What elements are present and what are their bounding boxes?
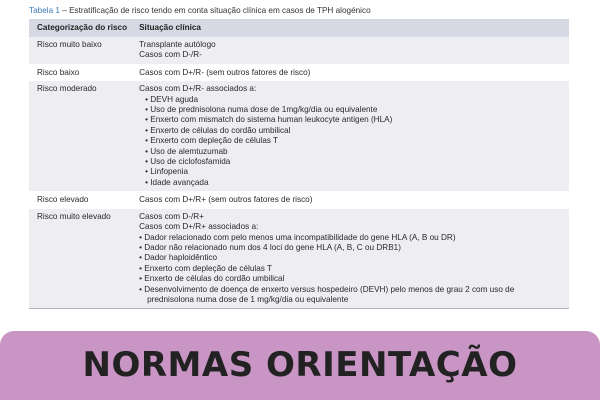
- situation-line: Casos com D+/R- associados a:: [139, 84, 257, 94]
- clinical-situation: [131, 37, 569, 64]
- table-row-moderate: [29, 81, 569, 192]
- caption-text: – Estratificação de risco tendo em conta situação clínica em casos de TPH alogénico: [59, 6, 371, 15]
- table-row-high: [29, 192, 569, 209]
- list-item: • Enxerto com mismatch do sistema human leukocyte antigen (HLA): [139, 115, 565, 125]
- list-item: • Enxerto de células do cordão umbilical: [139, 274, 565, 284]
- footer-banner: [0, 331, 600, 400]
- column-header-clinical-situation: Situação clínica: [131, 19, 569, 37]
- table-row-very-low: [29, 37, 569, 64]
- table-caption: [29, 6, 371, 15]
- list-item: • Uso de alemtuzumab: [139, 147, 565, 157]
- list-item: • Enxerto com depleção de células T: [139, 136, 565, 146]
- list-item: • DEVH aguda: [139, 95, 565, 105]
- risk-category: Risco moderado: [29, 81, 131, 192]
- risk-category: Risco muito baixo: [29, 37, 131, 64]
- situation-line: Casos com D+/R+ associados a:: [139, 222, 259, 232]
- banner-title: NORMAS ORIENTAÇÃO: [82, 344, 518, 385]
- table-header-row: [29, 19, 569, 37]
- risk-category: Risco baixo: [29, 64, 131, 81]
- situation-line: Casos com D-/R+: [139, 211, 204, 221]
- column-header-category: Categorização do risco: [29, 19, 131, 37]
- situation-line: Casos com D+/R+ (sem outros fatores de risco): [139, 195, 313, 205]
- list-item: • Uso de prednisolona numa dose de 1mg/kg/dia ou equivalente: [139, 105, 565, 115]
- list-item: • Enxerto com depleção de células T: [139, 264, 565, 274]
- situation-line: Casos com D+/R- (sem outros fatores de risco): [139, 67, 311, 77]
- table-row-low: [29, 64, 569, 81]
- factor-list: [139, 95, 565, 189]
- list-item: • Dador relacionado com pelo menos uma incompatibilidade do gene HLA (A, B ou DR): [139, 233, 565, 243]
- risk-category: Risco elevado: [29, 192, 131, 209]
- factor-list: [139, 233, 565, 306]
- risk-stratification-table: [29, 19, 569, 309]
- list-item-continuation: prednisolona numa dose de 1 mg/kg/dia ou equivalente: [147, 294, 349, 304]
- situation-line: Casos com D-/R-: [139, 50, 202, 60]
- list-item: • Linfopenia: [139, 167, 565, 177]
- list-item: • Dador haploidêntico: [139, 253, 565, 263]
- risk-category: Risco muito elevado: [29, 209, 131, 309]
- list-item: • Desenvolvimento de doença de enxerto versus hospedeiro (DEVH) pelo menos de grau 2 com uso de: [139, 285, 565, 295]
- table-number: Tabela 1: [29, 6, 60, 15]
- list-item: • Enxerto de células do cordão umbilical: [139, 126, 565, 136]
- list-item: • Uso de ciclofosfamida: [139, 157, 565, 167]
- clinical-situation: [131, 192, 569, 209]
- situation-line: Transplante autólogo: [139, 40, 216, 49]
- list-item: • Idade avançada: [139, 178, 565, 188]
- list-item: • Dador não relacionado num dos 4 loci do gene HLA (A, B, C ou DRB1): [139, 243, 565, 253]
- table-row-very-high: [29, 209, 569, 309]
- clinical-situation: [131, 81, 569, 192]
- clinical-situation: [131, 64, 569, 81]
- clinical-situation: [131, 209, 569, 309]
